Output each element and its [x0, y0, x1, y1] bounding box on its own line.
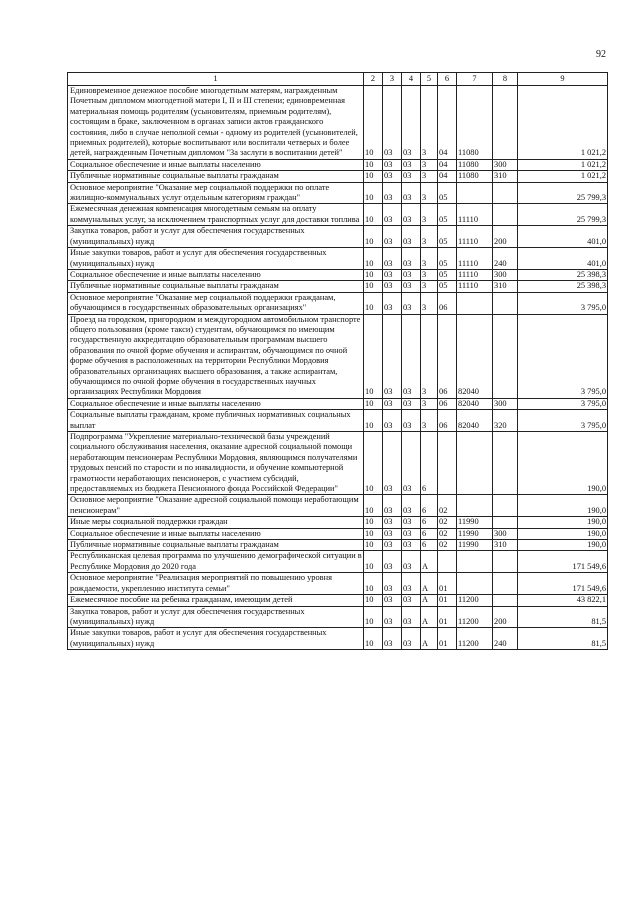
code-cell: 03: [402, 248, 421, 270]
code-cell: [457, 573, 493, 595]
code-cell: 10: [364, 517, 383, 528]
code-cell: 10: [364, 595, 383, 606]
code-cell: 03: [383, 248, 402, 270]
table-row: [68, 410, 608, 432]
code-cell: 11200: [457, 606, 493, 628]
code-cell: 3: [421, 226, 438, 248]
code-cell: 10: [364, 410, 383, 432]
code-cell: 82040: [457, 398, 493, 409]
code-cell: 03: [383, 314, 402, 398]
row-name-cell: Социальное обеспечение и иные выплаты населению: [68, 269, 364, 280]
code-cell: 03: [402, 204, 421, 226]
header-cell: 2: [364, 73, 383, 86]
code-cell: 04: [438, 86, 457, 160]
code-cell: 03: [383, 606, 402, 628]
amount-cell: 81,5: [518, 628, 608, 650]
code-cell: 240: [493, 628, 518, 650]
code-cell: 01: [438, 606, 457, 628]
header-cell: 9: [518, 73, 608, 86]
table-row: [68, 226, 608, 248]
code-cell: [493, 86, 518, 160]
amount-cell: 81,5: [518, 606, 608, 628]
code-cell: 3: [421, 314, 438, 398]
code-cell: 3: [421, 182, 438, 204]
code-cell: 03: [402, 606, 421, 628]
amount-cell: 190,0: [518, 540, 608, 551]
code-cell: 03: [402, 314, 421, 398]
code-cell: 310: [493, 171, 518, 182]
code-cell: 11110: [457, 248, 493, 270]
code-cell: 10: [364, 204, 383, 226]
row-name-cell: Социальное обеспечение и иные выплаты населению: [68, 528, 364, 539]
code-cell: 03: [402, 495, 421, 517]
code-cell: [457, 432, 493, 495]
code-cell: [493, 314, 518, 398]
table-row: [68, 628, 608, 650]
row-name-cell: Ежемесячная денежная компенсация многодетным семьям на оплату коммунальных услуг, за исключением транспортных услуг для доставки топлива: [68, 204, 364, 226]
code-cell: 03: [383, 86, 402, 160]
code-cell: 310: [493, 540, 518, 551]
header-cell: 4: [402, 73, 421, 86]
code-cell: 10: [364, 606, 383, 628]
code-cell: 10: [364, 171, 383, 182]
code-cell: 11110: [457, 281, 493, 292]
code-cell: 03: [383, 159, 402, 170]
table-row: [68, 540, 608, 551]
code-cell: [493, 204, 518, 226]
code-cell: [493, 573, 518, 595]
amount-cell: 25 799,3: [518, 182, 608, 204]
table-row: [68, 432, 608, 495]
row-name-cell: Единовременное денежное пособие многодетным матерям, награжденным Почетным дипломом многодетной матери I, II и III степени; единовременная материальная помощь родителям (усыновителям, приемным родителям), состоящим в браке, заключенном в органах записи актов гражданского состояния, либо в случае неполной семьи - одному из родителей (усыновителей, приемных родителей), которые воспитывают или воспитали четверых и более детей, награжденным Почетным дипломом "За заслуги в воспитании детей": [68, 86, 364, 160]
code-cell: 03: [383, 204, 402, 226]
code-cell: 03: [402, 595, 421, 606]
code-cell: 3: [421, 398, 438, 409]
code-cell: 10: [364, 540, 383, 551]
table-row: [68, 495, 608, 517]
amount-cell: 190,0: [518, 528, 608, 539]
table-row: [68, 204, 608, 226]
code-cell: [493, 517, 518, 528]
row-name-cell: Основное мероприятие "Оказание мер социальной поддержки гражданам, обучающимся в государственных образовательных организациях": [68, 292, 364, 314]
table-row: [68, 281, 608, 292]
code-cell: 03: [402, 573, 421, 595]
row-name-cell: Иные меры социальной поддержки граждан: [68, 517, 364, 528]
code-cell: 10: [364, 398, 383, 409]
code-cell: 05: [438, 269, 457, 280]
row-name-cell: Основное мероприятие "Оказание мер социальной поддержки по оплате жилищно-коммунальных услуг отдельным категориям граждан": [68, 182, 364, 204]
code-cell: 03: [402, 628, 421, 650]
code-cell: 04: [438, 171, 457, 182]
amount-cell: 25 799,3: [518, 204, 608, 226]
code-cell: 10: [364, 628, 383, 650]
code-cell: 3: [421, 292, 438, 314]
row-name-cell: Ежемесячное пособие на ребенка гражданам, имеющим детей: [68, 595, 364, 606]
amount-cell: 190,0: [518, 517, 608, 528]
code-cell: 10: [364, 573, 383, 595]
code-cell: 03: [402, 171, 421, 182]
code-cell: 11110: [457, 204, 493, 226]
code-cell: [493, 495, 518, 517]
code-cell: 11990: [457, 528, 493, 539]
code-cell: 3: [421, 159, 438, 170]
header-cell: 7: [457, 73, 493, 86]
code-cell: 300: [493, 398, 518, 409]
code-cell: 3: [421, 410, 438, 432]
code-cell: 03: [383, 292, 402, 314]
row-name-cell: Проезд на городском, пригородном и междугородном автомобильном транспорте общего пользования (кроме такси) студентам, обучающимся по имеющим государственную аккредитацию образовательным программам высшего образования по очной форме обучения и аспирантам, обучающимся по очной форме обучения в расположенных на территории Республики Мордовия образовательных организациях высшего образования, а также аспирантам, обучающимся по очной форме обучения в государственных научных организациях Республики Мордовия: [68, 314, 364, 398]
amount-cell: 171 549,6: [518, 551, 608, 573]
row-name-cell: Республиканская целевая программа по улучшению демографической ситуации в Республике Мордовия до 2020 года: [68, 551, 364, 573]
code-cell: [493, 182, 518, 204]
code-cell: 82040: [457, 314, 493, 398]
row-name-cell: Основное мероприятие "Оказание адресной социальной помощи неработающим пенсионерам": [68, 495, 364, 517]
code-cell: 200: [493, 226, 518, 248]
code-cell: 03: [402, 432, 421, 495]
table-row: [68, 314, 608, 398]
code-cell: 10: [364, 551, 383, 573]
table-row: [68, 292, 608, 314]
code-cell: [438, 551, 457, 573]
code-cell: [493, 292, 518, 314]
code-cell: 11110: [457, 226, 493, 248]
row-name-cell: Социальное обеспечение и иные выплаты населению: [68, 159, 364, 170]
code-cell: 06: [438, 314, 457, 398]
code-cell: 03: [402, 528, 421, 539]
code-cell: [438, 432, 457, 495]
code-cell: 11110: [457, 269, 493, 280]
table-body: [68, 86, 608, 650]
code-cell: 3: [421, 269, 438, 280]
code-cell: 10: [364, 248, 383, 270]
code-cell: 03: [402, 269, 421, 280]
code-cell: А: [421, 595, 438, 606]
amount-cell: 171 549,6: [518, 573, 608, 595]
row-name-cell: Основное мероприятие "Реализация мероприятий по повышению уровня рождаемости, укреплению института семьи": [68, 573, 364, 595]
code-cell: 3: [421, 204, 438, 226]
amount-cell: 3 795,0: [518, 410, 608, 432]
code-cell: 240: [493, 248, 518, 270]
code-cell: 03: [402, 398, 421, 409]
amount-cell: 190,0: [518, 432, 608, 495]
code-cell: [493, 595, 518, 606]
code-cell: 03: [383, 281, 402, 292]
code-cell: 320: [493, 410, 518, 432]
amount-cell: 3 795,0: [518, 292, 608, 314]
code-cell: 04: [438, 159, 457, 170]
code-cell: 10: [364, 159, 383, 170]
code-cell: 03: [383, 595, 402, 606]
row-name-cell: Публичные нормативные социальные выплаты гражданам: [68, 540, 364, 551]
header-cell: 8: [493, 73, 518, 86]
code-cell: 3: [421, 171, 438, 182]
code-cell: [493, 551, 518, 573]
code-cell: 300: [493, 528, 518, 539]
code-cell: [457, 495, 493, 517]
amount-cell: 25 398,3: [518, 269, 608, 280]
code-cell: 11080: [457, 159, 493, 170]
table-row: [68, 528, 608, 539]
code-cell: 06: [438, 410, 457, 432]
code-cell: 05: [438, 248, 457, 270]
table-row: [68, 171, 608, 182]
table-header-row: [68, 73, 608, 86]
code-cell: 03: [402, 517, 421, 528]
code-cell: 03: [383, 269, 402, 280]
code-cell: 02: [438, 495, 457, 517]
code-cell: 3: [421, 248, 438, 270]
code-cell: 11080: [457, 86, 493, 160]
table-row: [68, 86, 608, 160]
code-cell: 03: [402, 226, 421, 248]
code-cell: 05: [438, 182, 457, 204]
code-cell: 03: [383, 226, 402, 248]
table-row: [68, 551, 608, 573]
code-cell: 03: [402, 86, 421, 160]
code-cell: 6: [421, 517, 438, 528]
code-cell: 03: [402, 551, 421, 573]
code-cell: 10: [364, 292, 383, 314]
code-cell: 03: [383, 517, 402, 528]
code-cell: А: [421, 606, 438, 628]
code-cell: 03: [402, 281, 421, 292]
header-cell: 6: [438, 73, 457, 86]
amount-cell: 3 795,0: [518, 398, 608, 409]
amount-cell: 43 822,1: [518, 595, 608, 606]
code-cell: 01: [438, 628, 457, 650]
page-number: 92: [596, 49, 606, 60]
code-cell: 03: [383, 398, 402, 409]
amount-cell: 190,0: [518, 495, 608, 517]
code-cell: 03: [402, 159, 421, 170]
code-cell: 03: [402, 540, 421, 551]
budget-table: [67, 72, 608, 650]
code-cell: 11200: [457, 628, 493, 650]
table-row: [68, 248, 608, 270]
table-row: [68, 269, 608, 280]
amount-cell: 25 398,3: [518, 281, 608, 292]
code-cell: 03: [383, 495, 402, 517]
code-cell: А: [421, 551, 438, 573]
code-cell: 03: [383, 540, 402, 551]
header-cell: 3: [383, 73, 402, 86]
code-cell: 03: [383, 628, 402, 650]
code-cell: 03: [402, 182, 421, 204]
code-cell: 02: [438, 540, 457, 551]
code-cell: 10: [364, 432, 383, 495]
amount-cell: 1 021,2: [518, 171, 608, 182]
table-row: [68, 398, 608, 409]
code-cell: 02: [438, 528, 457, 539]
code-cell: 10: [364, 528, 383, 539]
code-cell: 10: [364, 86, 383, 160]
code-cell: 03: [383, 432, 402, 495]
table-row: [68, 517, 608, 528]
amount-cell: 1 021,2: [518, 159, 608, 170]
code-cell: [457, 292, 493, 314]
table-row: [68, 606, 608, 628]
code-cell: 03: [402, 292, 421, 314]
code-cell: 10: [364, 281, 383, 292]
amount-cell: 401,0: [518, 226, 608, 248]
code-cell: 11990: [457, 540, 493, 551]
code-cell: 6: [421, 540, 438, 551]
row-name-cell: Публичные нормативные социальные выплаты гражданам: [68, 281, 364, 292]
code-cell: 11080: [457, 171, 493, 182]
code-cell: А: [421, 628, 438, 650]
code-cell: 300: [493, 159, 518, 170]
code-cell: 300: [493, 269, 518, 280]
code-cell: 03: [383, 410, 402, 432]
code-cell: 10: [364, 182, 383, 204]
code-cell: 11200: [457, 595, 493, 606]
code-cell: 310: [493, 281, 518, 292]
code-cell: [493, 432, 518, 495]
code-cell: 6: [421, 495, 438, 517]
header-cell: 5: [421, 73, 438, 86]
code-cell: 03: [383, 528, 402, 539]
code-cell: 82040: [457, 410, 493, 432]
code-cell: 10: [364, 314, 383, 398]
row-name-cell: Иные закупки товаров, работ и услуг для обеспечения государственных (муниципальных) нужд: [68, 628, 364, 650]
code-cell: 03: [383, 573, 402, 595]
code-cell: 200: [493, 606, 518, 628]
code-cell: 02: [438, 517, 457, 528]
code-cell: 05: [438, 226, 457, 248]
row-name-cell: Социальное обеспечение и иные выплаты населению: [68, 398, 364, 409]
row-name-cell: Закупка товаров, работ и услуг для обеспечения государственных (муниципальных) нужд: [68, 606, 364, 628]
row-name-cell: Подпрограмма "Укрепление материально-технической базы учреждений социального обслуживания населения, оказание адресной социальной помощи неработающим пенсионерам Республики Мордовия, являющимся получателями трудовых пенсий по старости и по инвалидности, и обучение компьютерной грамотности неработающих пенсионеров, с участием субсидий, предоставляемых из бюджета Пенсионного фонда Российской Федерации": [68, 432, 364, 495]
code-cell: 01: [438, 595, 457, 606]
code-cell: 03: [383, 171, 402, 182]
table-row: [68, 595, 608, 606]
code-cell: 6: [421, 528, 438, 539]
code-cell: 03: [383, 182, 402, 204]
code-cell: [457, 551, 493, 573]
code-cell: 10: [364, 269, 383, 280]
header-cell: 1: [68, 73, 364, 86]
amount-cell: 3 795,0: [518, 314, 608, 398]
amount-cell: 401,0: [518, 248, 608, 270]
code-cell: 11990: [457, 517, 493, 528]
code-cell: 06: [438, 292, 457, 314]
code-cell: 6: [421, 432, 438, 495]
table-row: [68, 573, 608, 595]
amount-cell: 1 021,2: [518, 86, 608, 160]
row-name-cell: Иные закупки товаров, работ и услуг для обеспечения государственных (муниципальных) нужд: [68, 248, 364, 270]
row-name-cell: Закупка товаров, работ и услуг для обеспечения государственных (муниципальных) нужд: [68, 226, 364, 248]
code-cell: 05: [438, 281, 457, 292]
code-cell: 10: [364, 495, 383, 517]
row-name-cell: Социальные выплаты гражданам, кроме публичных нормативных социальных выплат: [68, 410, 364, 432]
code-cell: 3: [421, 86, 438, 160]
table-row: [68, 182, 608, 204]
code-cell: А: [421, 573, 438, 595]
code-cell: 06: [438, 398, 457, 409]
code-cell: 03: [402, 410, 421, 432]
code-cell: 10: [364, 226, 383, 248]
code-cell: [457, 182, 493, 204]
code-cell: 03: [383, 551, 402, 573]
code-cell: 05: [438, 204, 457, 226]
row-name-cell: Публичные нормативные социальные выплаты гражданам: [68, 171, 364, 182]
code-cell: 01: [438, 573, 457, 595]
table-row: [68, 159, 608, 170]
code-cell: 3: [421, 281, 438, 292]
